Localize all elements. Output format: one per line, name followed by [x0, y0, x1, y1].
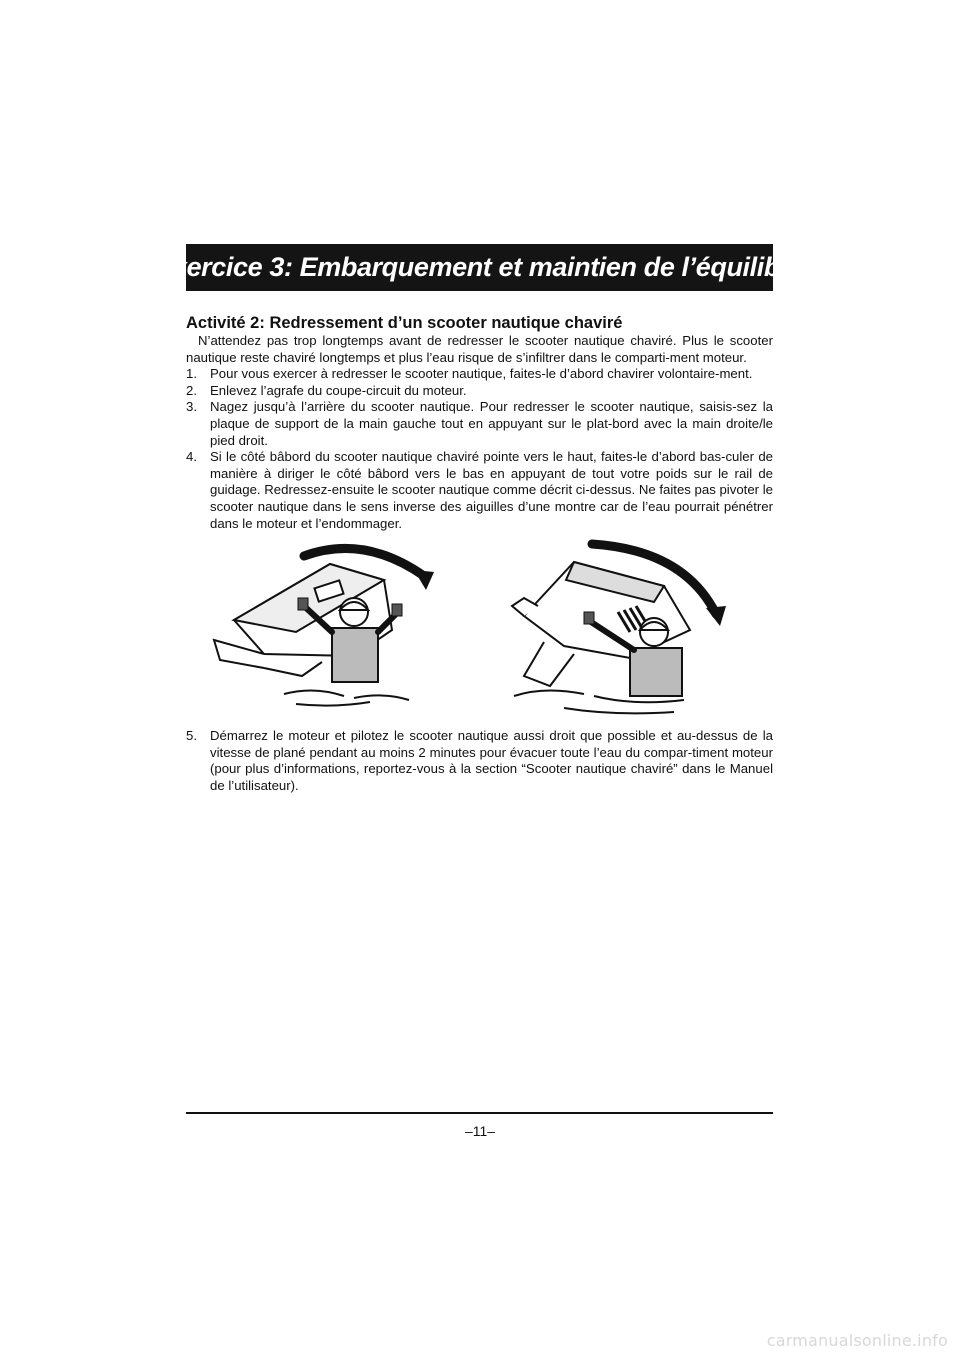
step-number: 5. — [186, 728, 197, 744]
main-content — [186, 313, 773, 795]
list-item — [186, 366, 773, 383]
section-heading: Activité 2: Redressement d’un scooter nautique chaviré — [186, 314, 623, 332]
step-number: 4. — [186, 449, 197, 465]
list-item — [186, 383, 773, 400]
watermark: carmanualsonline.info — [766, 1331, 948, 1350]
chapter-banner — [154, 244, 805, 291]
page-number: –11– — [464, 1123, 496, 1139]
footer-divider — [186, 1112, 773, 1114]
steps-list-continued — [186, 728, 773, 794]
steps-list — [186, 366, 773, 532]
step-text: Nagez jusqu’à l’arrière du scooter nautique. Pour redresser le scooter nautique, saisis-sez la plaque de support de la main gauche tout en appuyant sur le plat-bord avec la main droite/le pied droit. — [210, 399, 773, 448]
step-number: 3. — [186, 399, 197, 415]
chapter-title: Exercice 3: Embarquement et maintien de l’équilibre — [154, 252, 805, 282]
illustrations — [186, 536, 773, 724]
step-text: Pour vous exercer à redresser le scooter nautique, faites-le d’abord chavirer volontaire-ment. — [210, 366, 753, 382]
righting-illustration-right — [504, 536, 734, 724]
list-item — [186, 728, 773, 794]
righting-illustration-left — [204, 536, 434, 724]
step-text: Démarrez le moteur et pilotez le scooter nautique aussi droit que possible et au-dessus de la vitesse de plané pendant au moins 2 minutes pour évacuer toute l’eau du compar-timent moteur (pour plus d’informations, reportez-vous à la section “Scooter nautique chaviré” dans le Manuel de l’utilisateur). — [210, 728, 773, 793]
list-item — [186, 399, 773, 449]
step-number: 1. — [186, 366, 197, 382]
step-number: 2. — [186, 382, 197, 398]
list-item — [186, 449, 773, 532]
intro-paragraph: N’attendez pas trop longtemps avant de redresser le scooter nautique chaviré. Plus le scooter nautique reste chaviré longtemps et plus l’eau risque de s’infiltrer dans le comparti-ment moteur. — [186, 333, 773, 365]
step-text: Si le côté bâbord du scooter nautique chaviré pointe vers le haut, faites-le d’abord bas-culer de manière à diriger le côté bâbord vers le bas en appuyant de tout votre poids sur le rail de guidage. Redressez-ensuite le scooter nautique comme décrit ci-dessus. Ne faites pas pivoter le scooter nautique dans le sens inverse des aiguilles d’une montre car de l’eau pourrait pénétrer dans le moteur et l’endommager. — [210, 449, 773, 531]
step-text: Enlevez l’agrafe du coupe-circuit du moteur. — [210, 382, 467, 398]
